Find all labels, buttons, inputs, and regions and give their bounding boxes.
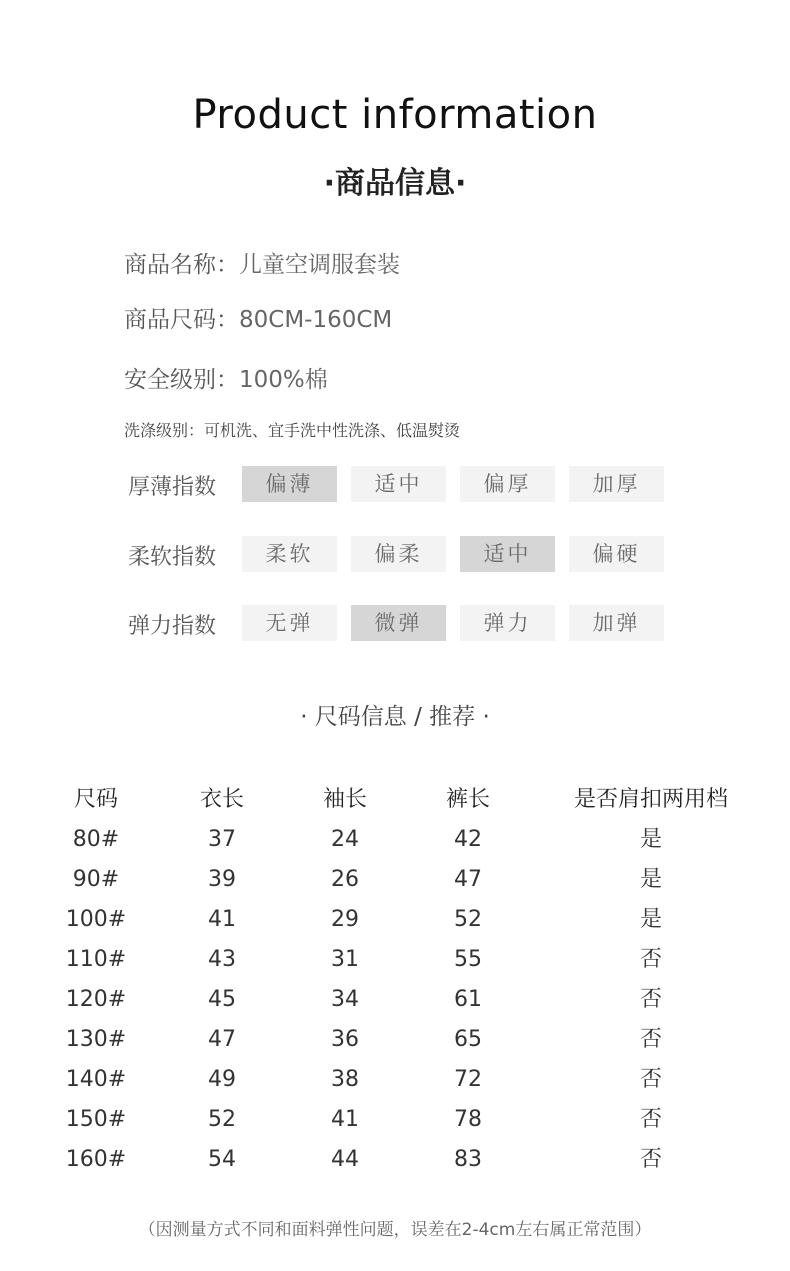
table-row: [0, 982, 790, 1022]
table-cell: 90#: [72, 867, 120, 892]
safety-level-label: 安全级别：: [124, 367, 239, 393]
softness-option: 偏硬: [569, 536, 664, 572]
table-cell: 否: [639, 1027, 663, 1052]
table-row: [0, 1022, 790, 1062]
thickness-index-label: 厚薄指数: [128, 475, 217, 500]
elasticity-option: 微弹: [351, 605, 446, 641]
table-cell: 100#: [65, 907, 127, 932]
table-cell: 34: [331, 987, 359, 1012]
table-cell: 否: [639, 1147, 663, 1172]
table-cell: 72: [454, 1067, 482, 1092]
thickness-option: 偏薄: [242, 466, 337, 502]
table-cell: 是: [639, 867, 663, 892]
size-section-title: · 尺码信息 / 推荐 ·: [300, 704, 490, 730]
product-size-value: 80CM-160CM: [239, 307, 393, 333]
table-cell: 否: [639, 947, 663, 972]
header-cell: 是否肩扣两用档: [573, 787, 729, 812]
table-cell: 41: [331, 1107, 359, 1132]
table-cell: 140#: [65, 1067, 127, 1092]
product-size-line: [124, 301, 392, 334]
table-cell: 38: [331, 1067, 359, 1092]
table-cell: 41: [208, 907, 236, 932]
elasticity-index-row: [0, 605, 790, 641]
table-cell: 26: [331, 867, 359, 892]
table-cell: 29: [331, 907, 359, 932]
table-cell: 130#: [65, 1027, 127, 1052]
softness-index-label: 柔软指数: [128, 545, 217, 570]
table-cell: 52: [208, 1107, 236, 1132]
table-cell: 否: [639, 1107, 663, 1132]
measurement-note: （因测量方式不同和面料弹性问题，误差在2-4cm左右属正常范围）: [138, 1220, 652, 1240]
elasticity-option: 弹力: [460, 605, 555, 641]
table-cell: 110#: [65, 947, 127, 972]
header-cell: 尺码: [73, 787, 119, 812]
softness-index-row: [0, 536, 790, 572]
table-cell: 否: [639, 1067, 663, 1092]
table-cell: 52: [454, 907, 482, 932]
thickness-option: 加厚: [569, 466, 664, 502]
table-cell: 47: [454, 867, 482, 892]
table-row: [0, 862, 790, 902]
table-cell: 47: [208, 1027, 236, 1052]
safety-level-value: 100%棉: [239, 367, 328, 393]
product-name-value: 儿童空调服套装: [239, 252, 400, 278]
table-cell: 150#: [65, 1107, 127, 1132]
table-cell: 是: [639, 907, 663, 932]
table-cell: 83: [454, 1147, 482, 1172]
table-cell: 55: [454, 947, 482, 972]
table-cell: 45: [208, 987, 236, 1012]
softness-option: 柔软: [242, 536, 337, 572]
size-table: [0, 782, 790, 1182]
table-cell: 54: [208, 1147, 236, 1172]
thickness-option: 适中: [351, 466, 446, 502]
table-cell: 是: [639, 827, 663, 852]
size-table-header: [0, 782, 790, 822]
table-cell: 49: [208, 1067, 236, 1092]
softness-option: 偏柔: [351, 536, 446, 572]
table-cell: 65: [454, 1027, 482, 1052]
table-row: [0, 902, 790, 942]
table-row: [0, 942, 790, 982]
table-row: [0, 1142, 790, 1182]
header-cell: 衣长: [199, 787, 245, 812]
table-cell: 36: [331, 1027, 359, 1052]
softness-option: 适中: [460, 536, 555, 572]
table-cell: 否: [639, 987, 663, 1012]
table-row: [0, 1102, 790, 1142]
safety-level-line: [124, 361, 328, 394]
page-title: Product information: [192, 92, 598, 138]
thickness-option: 偏厚: [460, 466, 555, 502]
thickness-index-row: [0, 466, 790, 502]
table-cell: 44: [331, 1147, 359, 1172]
table-cell: 37: [208, 827, 236, 852]
elasticity-option: 加弹: [569, 605, 664, 641]
table-cell: 61: [454, 987, 482, 1012]
table-cell: 31: [331, 947, 359, 972]
header-cell: 袖长: [322, 787, 368, 812]
elasticity-index-label: 弹力指数: [128, 614, 217, 639]
table-cell: 80#: [72, 827, 120, 852]
table-cell: 43: [208, 947, 236, 972]
table-cell: 39: [208, 867, 236, 892]
elasticity-option: 无弹: [242, 605, 337, 641]
table-row: [0, 1062, 790, 1102]
table-cell: 24: [331, 827, 359, 852]
product-name-label: 商品名称：: [124, 252, 239, 278]
product-name-line: [124, 246, 400, 279]
table-cell: 160#: [65, 1147, 127, 1172]
header-cell: 裤长: [445, 787, 491, 812]
table-cell: 78: [454, 1107, 482, 1132]
product-size-label: 商品尺码：: [124, 307, 239, 333]
page-subtitle: ·商品信息·: [323, 166, 467, 201]
table-cell: 120#: [65, 987, 127, 1012]
table-cell: 42: [454, 827, 482, 852]
wash-level-text: 洗涤级别：可机洗、宜手洗中性洗涤、低温熨烫: [124, 421, 461, 440]
table-row: [0, 822, 790, 862]
